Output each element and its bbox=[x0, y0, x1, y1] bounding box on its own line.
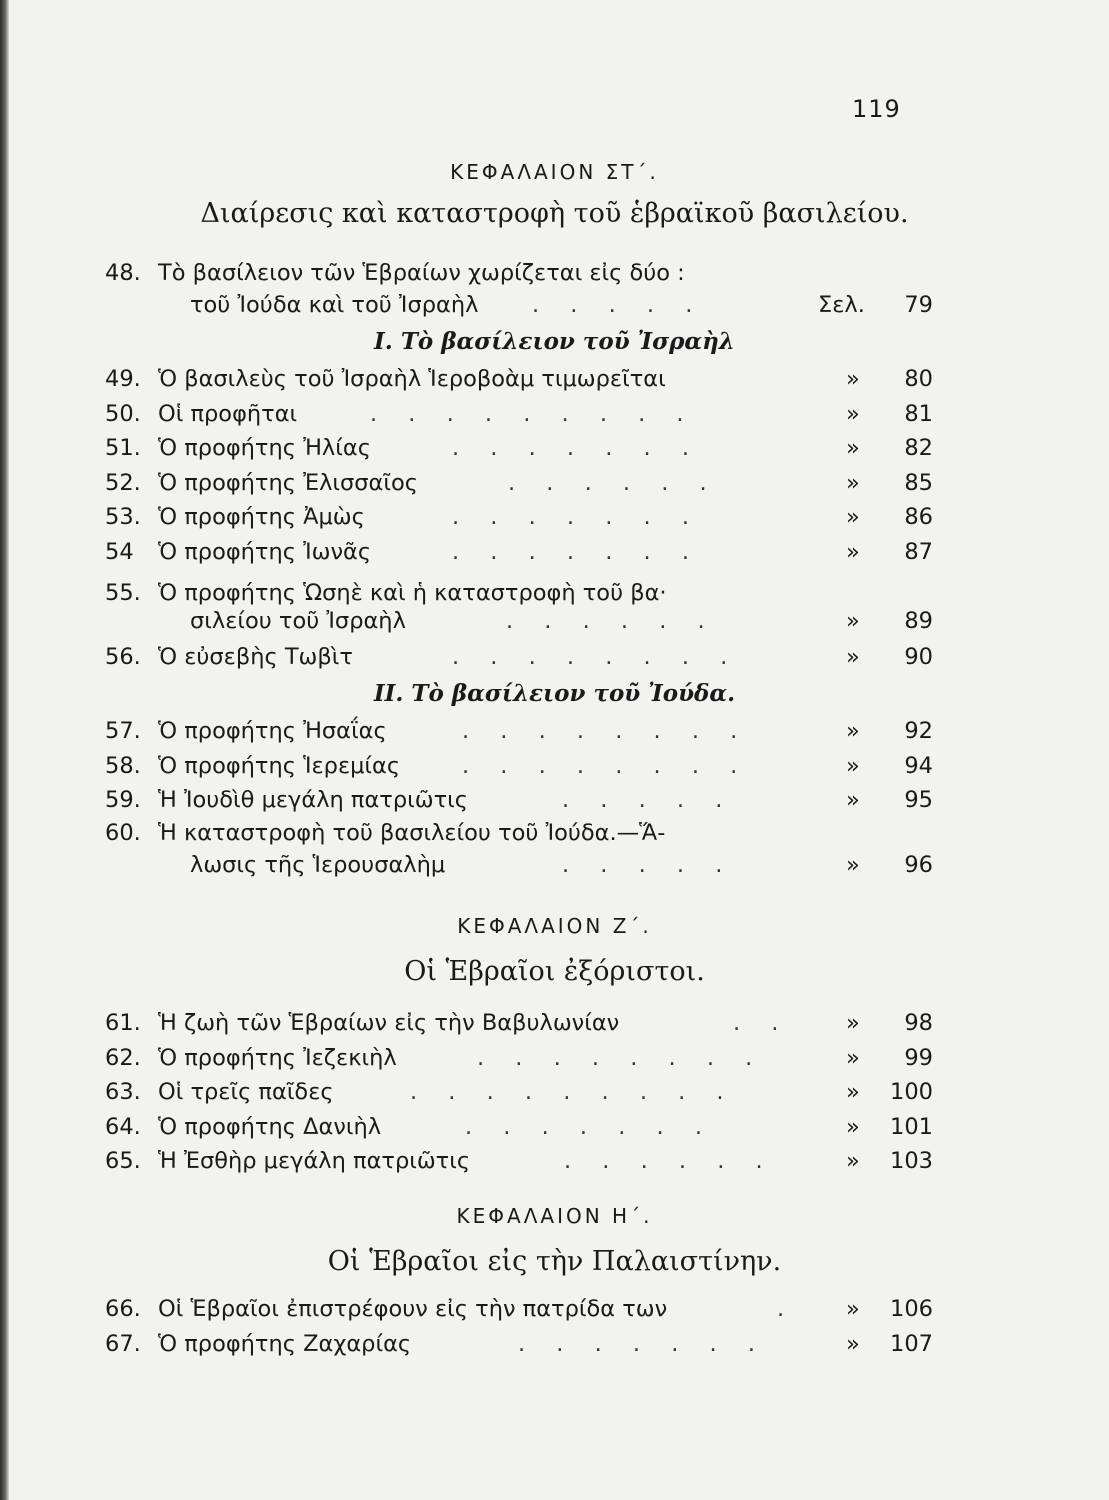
entry-text: Ὁ βασιλεὺς τοῦ Ἰσραὴλ Ἱεροβοὰμ τιμωρεῖται bbox=[158, 366, 666, 392]
entry-number: 53. bbox=[105, 504, 141, 530]
leader-dots: . . . . . . . . bbox=[477, 1044, 765, 1071]
chapter-7-heading: ΚΕΦΑΛΑΙΟΝ Ζ΄. bbox=[457, 914, 652, 938]
chapter-8-title: Οἱ Ἑβραῖοι εἰς τὴν Παλαιστίνην. bbox=[327, 1246, 782, 1277]
toc-entry[interactable] bbox=[0, 749, 1109, 783]
entry-text: Τὸ βασίλειον τῶν Ἑβραίων χωρίζεται εἰς δύο : bbox=[158, 260, 685, 286]
entry-text: Ὁ προφήτης Ὡσηὲ καὶ ἡ καταστροφὴ τοῦ βα· bbox=[158, 580, 667, 606]
page-reference: 92 bbox=[904, 718, 933, 744]
page-reference: 86 bbox=[904, 504, 933, 530]
toc-entry[interactable] bbox=[0, 783, 1109, 817]
entry-number: 60. bbox=[105, 820, 141, 846]
toc-entry[interactable] bbox=[0, 500, 1109, 534]
page-ref-mark: » bbox=[846, 608, 860, 634]
entry-text-continued: σιλείου τοῦ Ἰσραὴλ bbox=[190, 608, 406, 634]
page-ref-mark: » bbox=[846, 1296, 860, 1322]
page-reference: 106 bbox=[890, 1296, 933, 1322]
entry-number: 49. bbox=[105, 366, 141, 392]
toc-entry-60[interactable] bbox=[0, 816, 1109, 850]
leader-dots: . . . . . . . bbox=[518, 1330, 767, 1357]
entry-text: Ἡ Ἐσθὴρ μεγάλη πατριῶτις bbox=[158, 1148, 471, 1174]
page-reference: 85 bbox=[904, 469, 933, 496]
entry-text: Ὁ προφήτης Δανιὴλ bbox=[158, 1113, 382, 1140]
page-ref-mark: » bbox=[846, 435, 860, 461]
page-reference: 80 bbox=[904, 366, 933, 392]
leader-dots: . . . . . . . bbox=[452, 538, 701, 565]
page-number: 119 bbox=[852, 95, 901, 123]
toc-entry[interactable] bbox=[0, 535, 1109, 569]
toc-entry[interactable] bbox=[0, 1144, 1109, 1178]
entry-number: 48. bbox=[105, 260, 141, 286]
page-ref-mark: » bbox=[846, 1044, 860, 1071]
page-ref-mark: » bbox=[846, 752, 860, 779]
leader-dots: . . . . . . bbox=[506, 608, 717, 634]
entry-number: 64. bbox=[105, 1113, 141, 1140]
entry-text: Ὁ προφήτης Ζαχαρίας bbox=[158, 1330, 412, 1357]
page-ref-mark: » bbox=[846, 1113, 860, 1140]
entry-number: 52. bbox=[105, 469, 141, 496]
entry-text: Ὁ προφήτης Ἠσαΐας bbox=[158, 718, 387, 744]
leader-dots: . . . . . . . . bbox=[462, 752, 750, 779]
page-ref-mark: » bbox=[846, 469, 860, 496]
page-ref-mark: » bbox=[846, 538, 860, 565]
toc-entry-60-continuation[interactable] bbox=[0, 848, 1109, 882]
page-ref-mark: » bbox=[846, 1079, 860, 1105]
toc-entry[interactable] bbox=[0, 1292, 1109, 1326]
page-reference: 100 bbox=[890, 1079, 933, 1105]
toc-entry[interactable] bbox=[0, 1041, 1109, 1075]
toc-entry[interactable] bbox=[0, 1006, 1109, 1040]
chapter-8-heading: ΚΕΦΑΛΑΙΟΝ Η΄. bbox=[456, 1204, 653, 1228]
leader-dots: . . . . . . . . bbox=[452, 644, 740, 670]
leader-dots: . . . . . bbox=[532, 292, 705, 318]
leader-dots: . . . . . . bbox=[508, 469, 719, 496]
entry-number: 59. bbox=[105, 787, 141, 813]
leader-dots: . . . . . bbox=[562, 852, 735, 878]
leader-dots: . bbox=[777, 1296, 797, 1322]
page-ref-mark: » bbox=[846, 852, 860, 878]
leader-dots: . . . . . . . bbox=[465, 1113, 714, 1140]
toc-entry-48-continuation[interactable] bbox=[0, 288, 1109, 322]
page-reference: 90 bbox=[904, 644, 933, 670]
entry-number: 55. bbox=[105, 580, 141, 606]
entry-text: Ὁ προφήτης Ἱερεμίας bbox=[158, 752, 401, 779]
leader-dots: . . . . . . . . . bbox=[410, 1079, 736, 1105]
entry-text: Ὁ εὐσεβὴς Τωβὶτ bbox=[158, 644, 353, 670]
page-reference: 81 bbox=[904, 400, 933, 427]
toc-entry-56[interactable] bbox=[0, 640, 1109, 674]
page-reference: 99 bbox=[904, 1044, 933, 1071]
entry-text: Οἱ τρεῖς παῖδες bbox=[158, 1079, 334, 1105]
entry-number: 66. bbox=[105, 1296, 141, 1322]
page-reference: 94 bbox=[904, 752, 933, 779]
entry-text: Ὁ προφήτης Ἠλίας bbox=[158, 435, 371, 461]
toc-entry[interactable] bbox=[0, 1327, 1109, 1361]
entry-text: Ἡ ζωὴ τῶν Ἑβραίων εἰς τὴν Βαβυλωνίαν bbox=[158, 1010, 620, 1036]
page-reference: 103 bbox=[890, 1148, 933, 1174]
chapter-7-title: Οἱ Ἑβραῖοι ἐξόριστοι. bbox=[404, 956, 705, 987]
leader-dots: . . . . . . . bbox=[452, 435, 701, 461]
section-2-title: ΙΙ. Τὸ βασίλειον τοῦ Ἰούδα. bbox=[373, 680, 736, 707]
chapter-6-heading: ΚΕΦΑΛΑΙΟΝ ΣΤ΄. bbox=[450, 160, 659, 184]
entry-text: Οἱ προφῆται bbox=[158, 400, 298, 427]
entry-number: 50. bbox=[105, 400, 141, 427]
page-reference: 101 bbox=[890, 1113, 933, 1140]
page-reference: 79 bbox=[904, 292, 933, 318]
toc-entry[interactable] bbox=[0, 362, 1109, 396]
page-ref-mark: » bbox=[846, 1010, 860, 1036]
toc-entry[interactable] bbox=[0, 431, 1109, 465]
toc-entry-48[interactable] bbox=[0, 256, 1109, 290]
page-ref-mark: » bbox=[846, 787, 860, 813]
entry-number: 56. bbox=[105, 644, 141, 670]
entry-text-continued: τοῦ Ἰούδα καὶ τοῦ Ἰσραὴλ bbox=[190, 292, 479, 318]
leader-dots: . . . . . bbox=[562, 787, 735, 813]
page-reference: 82 bbox=[904, 435, 933, 461]
entry-text: Ὁ προφήτης Ἀμὼς bbox=[158, 504, 365, 530]
entry-text: Ὁ προφήτης Ἰωνᾶς bbox=[158, 538, 372, 565]
leader-dots: . . bbox=[733, 1010, 791, 1036]
page-reference: 89 bbox=[904, 608, 933, 634]
entry-number: 57. bbox=[105, 718, 141, 744]
entry-number: 54 bbox=[105, 538, 134, 565]
page-ref-mark: » bbox=[846, 644, 860, 670]
page-ref-mark: » bbox=[846, 1148, 860, 1174]
section-1-title: Ι. Τὸ βασίλειον τοῦ Ἰσραὴλ bbox=[374, 328, 735, 355]
entry-number: 65. bbox=[105, 1148, 141, 1174]
leader-dots: . . . . . . . . . bbox=[370, 400, 696, 427]
entry-text: Ἡ καταστροφὴ τοῦ βασιλείου τοῦ Ἰούδα.—Ἅ- bbox=[158, 820, 666, 846]
entry-number: 51. bbox=[105, 435, 141, 461]
chapter-6-title: Διαίρεσις καὶ καταστροφὴ τοῦ ἑβραϊκοῦ βασιλείου. bbox=[200, 198, 909, 229]
page-ref-mark: » bbox=[846, 400, 860, 427]
page-reference: 107 bbox=[890, 1330, 933, 1357]
entry-number: 58. bbox=[105, 752, 141, 779]
leader-dots: . . . . . . . . bbox=[462, 718, 750, 744]
toc-entry[interactable] bbox=[0, 1075, 1109, 1109]
toc-entry[interactable] bbox=[0, 1110, 1109, 1144]
entry-text: Οἱ Ἑβραῖοι ἐπιστρέφουν εἰς τὴν πατρίδα των bbox=[158, 1296, 668, 1322]
toc-entry-55-continuation[interactable] bbox=[0, 604, 1109, 638]
page-reference: 95 bbox=[904, 787, 933, 813]
entry-text: Ἡ Ἰουδὶθ μεγάλη πατριῶτις bbox=[158, 787, 468, 813]
leader-dots: . . . . . . bbox=[564, 1148, 775, 1174]
entry-number: 63. bbox=[105, 1079, 141, 1105]
entry-number: 62. bbox=[105, 1044, 141, 1071]
toc-entry[interactable] bbox=[0, 466, 1109, 500]
leader-dots: . . . . . . . bbox=[452, 504, 701, 530]
entry-text-continued: λωσις τῆς Ἱερουσαλὴμ bbox=[190, 852, 446, 878]
page-ref-label: Σελ. bbox=[818, 292, 865, 318]
entry-text: Ὁ προφήτης Ἐλισσαῖος bbox=[158, 469, 418, 496]
toc-entry[interactable] bbox=[0, 714, 1109, 748]
toc-entry[interactable] bbox=[0, 397, 1109, 431]
page-ref-mark: » bbox=[846, 366, 860, 392]
page-ref-mark: » bbox=[846, 504, 860, 530]
page-reference: 98 bbox=[904, 1010, 933, 1036]
page-ref-mark: » bbox=[846, 1330, 860, 1357]
page-reference: 87 bbox=[904, 538, 933, 565]
page-reference: 96 bbox=[904, 852, 933, 878]
entry-number: 67. bbox=[105, 1330, 141, 1357]
entry-number: 61. bbox=[105, 1010, 141, 1036]
page-ref-mark: » bbox=[846, 718, 860, 744]
entry-text: Ὁ προφήτης Ἰεζεκιὴλ bbox=[158, 1044, 397, 1071]
